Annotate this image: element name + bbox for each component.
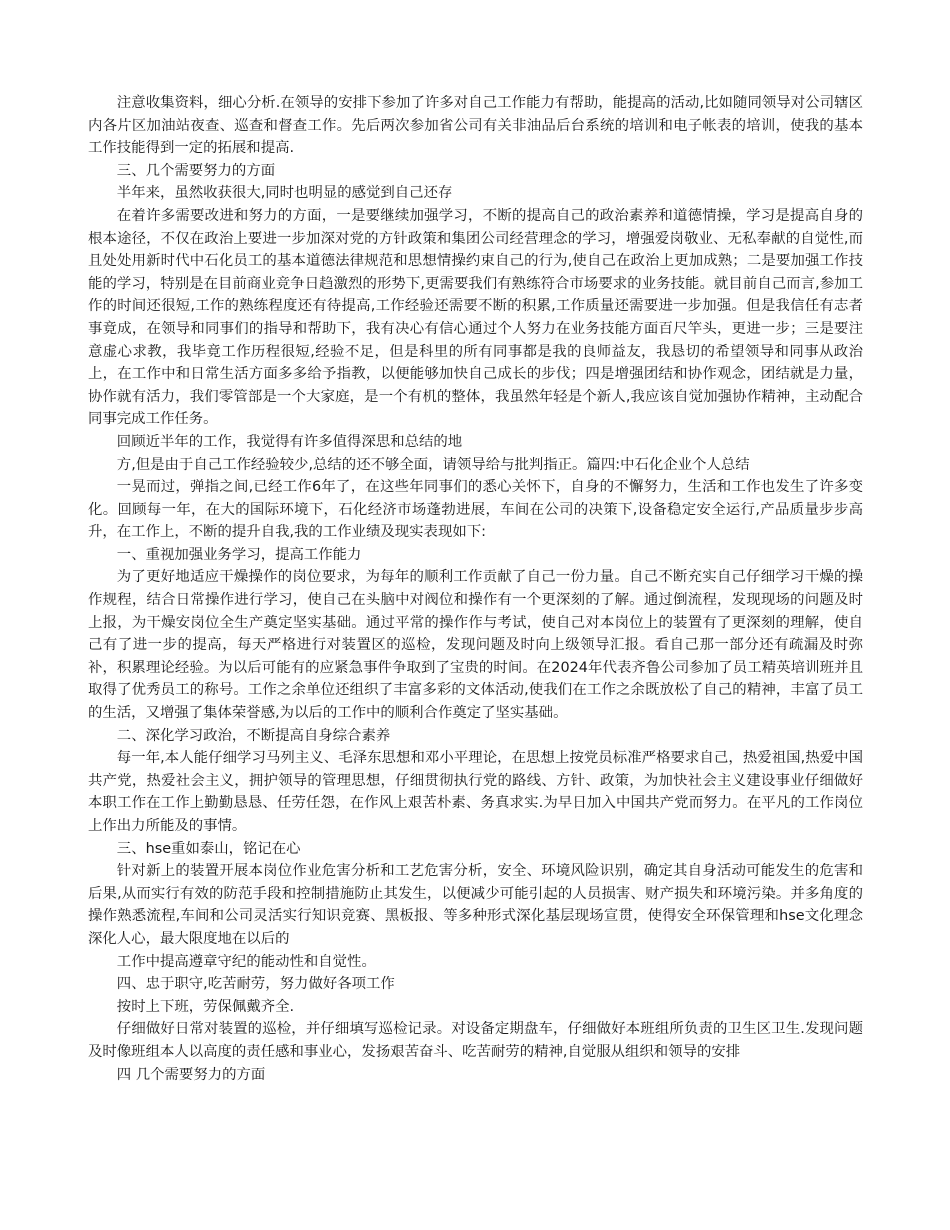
paragraph: 按时上下班，劳保佩戴齐全.	[116, 998, 295, 1015]
section-heading: 三、hse重如泰山，铭记在心	[116, 840, 301, 857]
section-heading: 一、重视加强业务学习，提高工作能力	[116, 546, 362, 563]
paragraph: 针对新上的装置开展本岗位作业危害分析和工艺危害分析，安全、环境风险识别，确定其自身活动可能发生的危害和后果,从而实行有效的防范手段和控制措施防止其发生，以便减少可能引起的人员损害、财产损失和环境污染。并多角度的操作熟悉流程,车间和公司灵活实行知识竞赛、黑板报、等多种形式深化基层现场宣贯，使得安全环保管理和hse文化理念深化人心，最大限度地在以后的	[88, 863, 863, 947]
paragraph: 在着许多需要改进和努力的方面，一是要继续加强学习，不断的提高自己的政治素养和道德情操，学习是提高自身的根本途径，不仅在政治上要进一步加深对党的方针政策和集团公司经营理念的学习，增强爱岗敬业、无私奉献的自觉性,而且处处用新时代中石化员工的基本道德法律规范和思想情操约束自己的行为,使自己在政治上更加成熟；二是要加强工作技能的学习，特别是在目前商业竞争日趋激烈的形势下,更需要我们有熟练符合市场要求的业务技能。就目前自己而言,参加工作的时间还很短,工作的熟练程度还有待提高,工作经验还需要不断的积累,工作质量还需要进一步加强。但是我信任有志者事竟成，在领导和同事们的指导和帮助下，我有决心有信心通过个人努力在业务技能方面百尺竿头，更进一步；三是要注意虚心求教，我毕竟工作历程很短,经验不足，但是科里的所有同事都是我的良师益友，我恳切的希望领导和同事从政治上，在工作中和日常生活方面多多给予指教，以便能够加快自己成长的步伐；四是增强团结和协作观念，团结就是力量，协作就有活力，我们零管部是一个大家庭，是一个有机的整体，我虽然年轻是个新人,我应该自觉加强协作精神，主动配合同事完成工作任务。	[88, 207, 863, 428]
paragraph: 注意收集资料，细心分析.在领导的安排下参加了许多对自己工作能力有帮助，能提高的活动,比如随同领导对公司辖区内各片区加油站夜查、巡查和督查工作。先后两次参加省公司有关非油品后台系统的培训和电子帐表的培训，使我的基本工作技能得到一定的拓展和提高.	[88, 95, 863, 157]
section-heading: 四、忠于职守,吃苦耐劳，努力做好各项工作	[116, 976, 395, 993]
section-heading: 三、几个需要努力的方面	[116, 162, 276, 179]
section-heading: 二、深化学习政治，不断提高自身综合素养	[116, 727, 391, 744]
paragraph: 仔细做好日常对装置的巡检，并仔细填写巡检记录。对设备定期盘车，仔细做好本班组所负责的卫生区卫生.发现问题及时像班组本人以高度的责任感和事业心，发扬艰苦奋斗、吃苦耐劳的精神,自觉服从组织和领导的安排	[88, 1021, 863, 1060]
paragraph: 每一年,本人能仔细学习马列主义、毛泽东思想和邓小平理论，在思想上按党员标准严格要求自己，热爱祖国,热爱中国共产党，热爱社会主义，拥护领导的管理思想，仔细贯彻执行党的路线、方针、政策，为加快社会主义建设事业仔细做好本职工作在工作上勤勤恳恳、任劳任怨，在作风上艰苦朴素、务真求实.为早日加入中国共产党而努力。在平凡的工作岗位上作出力所能及的事情。	[88, 750, 863, 834]
paragraph: 为了更好地适应干燥操作的岗位要求，为每年的顺利工作贡献了自己一份力量。自己不断充实自己仔细学习干燥的操作规程，结合日常操作进行学习，使自己在头脑中对阀位和操作有一个更深刻的了解。通过倒流程，发现现场的问题及时上报，为干燥安岗位全生产奠定坚实基础。通过平常的操作作与考试，使自己对本岗位上的装置有了更深刻的理解，使自己有了进一步的提高，每天严格进行对装置区的巡检，发现问题及时向上级领导汇报。看自己那一部分还有疏漏及时弥补，积累理论经验。为以后可能有的应紧急事件争取到了宝贵的时间。在2024年代表齐鲁公司参加了员工精英培训班并且取得了优秀员工的称号。工作之余单位还组织了丰富多彩的文体活动,使我们在工作之余既放松了自己的精神，丰富了员工的生活，又增强了集体荣誉感,为以后的工作中的顺利合作奠定了坚实基础。	[88, 569, 863, 722]
paragraph: 方,但是由于自己工作经验较少,总结的还不够全面，请领导给与批判指正。篇四:中石化企业个人总结	[116, 456, 750, 473]
paragraph: 回顾近半年的工作，我觉得有许多值得深思和总结的地	[116, 433, 463, 450]
section-heading: 四 几个需要努力的方面	[116, 1066, 266, 1083]
paragraph: 一晃而过，弹指之间,已经工作6年了，在这些年同事们的悉心关怀下，自身的不懈努力，生活和工作也发生了许多变化。回顾每一年，在大的国际环境下，石化经济市场蓬勃进展，车间在公司的决策下,设备稳定安全运行,产品质量步步高升，在工作上，不断的提升自我,我的工作业绩及现实表现如下:	[88, 479, 863, 541]
paragraph: 工作中提高遵章守纪的能动性和自觉性。	[116, 953, 376, 970]
paragraph: 半年来，虽然收获很大,同时也明显的感觉到自己还存	[116, 185, 453, 202]
document-body	[88, 92, 863, 1086]
